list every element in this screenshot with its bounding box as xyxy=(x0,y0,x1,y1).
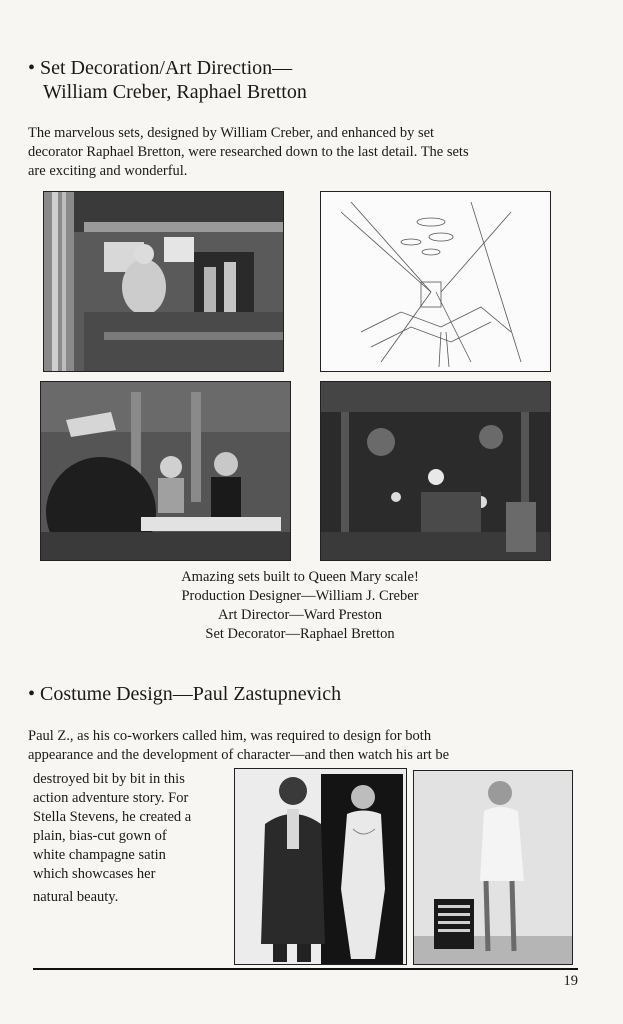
paragraph-line: Paul Z., as his co-workers called him, was required to design for both xyxy=(28,728,432,744)
heading-line-1: • Set Decoration/Art Direction— xyxy=(28,57,293,79)
photo-caption xyxy=(90,568,510,644)
paragraph-line: decorator Raphael Bretton, were researched down to the last detail. The sets xyxy=(28,144,469,160)
side-line: which showcases her xyxy=(33,866,156,882)
photo-costume-test xyxy=(413,770,573,965)
photo-film-crew-on-set xyxy=(43,191,284,372)
designer-actress-image xyxy=(235,769,407,965)
side-line: plain, bias-cut gown of xyxy=(33,828,167,844)
photo-ballroom-set xyxy=(320,381,551,561)
caption-line: Production Designer—William J. Creber xyxy=(181,588,419,604)
side-line: destroyed bit by bit in this xyxy=(33,771,185,787)
photo-dining-room-scene xyxy=(40,381,291,561)
caption-line: Art Director—Ward Preston xyxy=(218,607,382,623)
side-line: action adventure story. For xyxy=(33,790,189,806)
paragraph-line: The marvelous sets, designed by William Creber, and enhanced by set xyxy=(28,125,435,141)
page-number: 19 xyxy=(563,973,578,989)
section-heading-set-decoration xyxy=(28,56,307,104)
costume-design-paragraph xyxy=(28,727,598,765)
set-decoration-paragraph xyxy=(28,124,598,181)
film-crew-image xyxy=(44,192,284,372)
photo-designer-with-actress xyxy=(234,768,407,965)
dining-room-image xyxy=(41,382,291,561)
caption-line: Amazing sets built to Queen Mary scale! xyxy=(181,569,419,585)
ballroom-image xyxy=(321,382,551,561)
costume-test-image xyxy=(414,771,573,965)
footer-rule xyxy=(33,968,578,970)
costume-side-text xyxy=(33,770,233,907)
side-line: white champagne satin xyxy=(33,847,166,863)
side-line: Stella Stevens, he created a xyxy=(33,809,192,825)
side-line: natural beauty. xyxy=(33,889,119,905)
paragraph-line: appearance and the development of character—and then watch his art be xyxy=(28,747,450,763)
photo-set-sketch xyxy=(320,191,551,372)
caption-line: Set Decorator—Raphael Bretton xyxy=(205,626,395,642)
heading-line-2: William Creber, Raphael Bretton xyxy=(43,81,307,103)
section-heading-costume-design: • Costume Design—Paul Zastupnevich xyxy=(28,683,342,705)
set-sketch-image xyxy=(321,192,551,372)
paragraph-line: are exciting and wonderful. xyxy=(28,163,188,179)
